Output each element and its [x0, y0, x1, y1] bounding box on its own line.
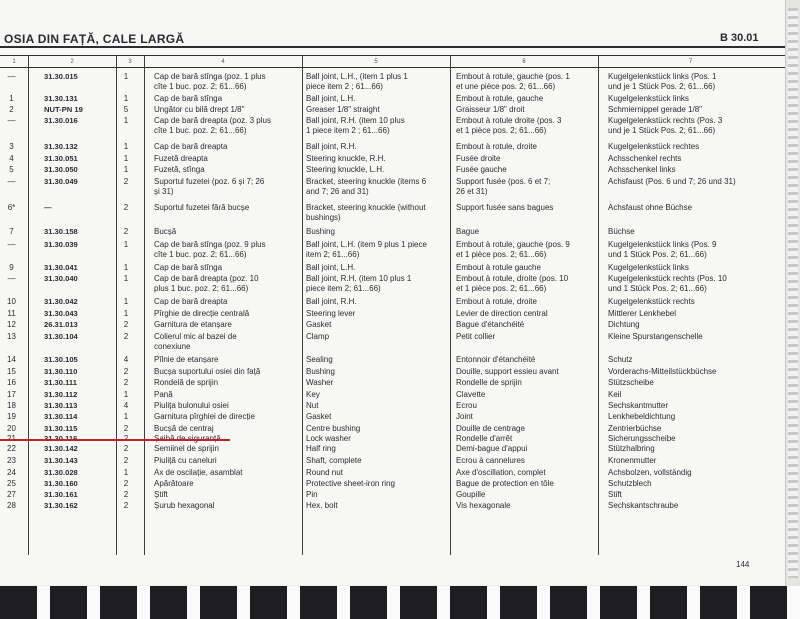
- quantity: 1: [123, 154, 129, 163]
- desc-english: Nut: [306, 401, 319, 410]
- desc-french: Entonnoir d'étanchéité: [456, 355, 536, 364]
- desc-english: Bushing: [306, 227, 335, 236]
- part-number: 31.30.114: [44, 412, 78, 421]
- desc-german: Sicherungsscheibe: [608, 434, 676, 443]
- row-number: 22: [7, 444, 16, 453]
- part-number: 31.30.049: [44, 177, 78, 186]
- row-number: 18: [7, 401, 16, 410]
- desc-english: Centre bushing: [306, 424, 361, 433]
- desc-german: Achsfaust (Pos. 6 und 7; 26 und 31): [608, 177, 736, 186]
- binding-strip: [0, 586, 800, 619]
- part-number: 31.30.132: [44, 142, 78, 151]
- quantity: 1: [123, 165, 129, 174]
- desc-english: Protective sheet-iron ring: [306, 479, 395, 488]
- column-divider: [598, 55, 599, 555]
- desc-english: Ball joint, L.H.: [306, 263, 356, 272]
- desc-english: Ball joint, R.H.: [306, 142, 357, 151]
- desc-french: Embout à rotule, droite: [456, 297, 537, 306]
- desc-german: Vorderachs-Mitteilstückbüchse: [608, 367, 717, 376]
- desc-french: Ecrou à cannelures: [456, 456, 525, 465]
- desc-english: Key: [306, 390, 320, 399]
- row-number: 15: [7, 367, 16, 376]
- desc-german: Kugelgelenkstück rechts (Pos. 3 und je 1 Stück Pos. 2; 61...66): [608, 116, 723, 135]
- desc-romanian: Bucșă de centraj: [154, 424, 214, 433]
- row-number: 25: [7, 479, 16, 488]
- desc-romanian: Știft: [154, 490, 168, 499]
- desc-german: Achsschenkel links: [608, 165, 676, 174]
- desc-english: Steering lever: [306, 309, 356, 318]
- quantity: 2: [123, 490, 129, 499]
- row-number: 28: [7, 501, 16, 510]
- quantity: 1: [123, 94, 129, 103]
- desc-romanian: Pîrghie de direcție centrală: [154, 309, 250, 318]
- column-divider: [116, 55, 117, 555]
- desc-german: Kronenmutter: [608, 456, 657, 465]
- desc-german: Stützscheibe: [608, 378, 654, 387]
- desc-french: Bague de protection en tôle: [456, 479, 554, 488]
- col-num-6: 6: [522, 59, 526, 65]
- desc-french: Joint: [456, 412, 473, 421]
- desc-german: Kugelgelenkstück links: [608, 263, 689, 272]
- desc-german: Kleine Spurstangenschelle: [608, 332, 703, 341]
- part-number: 31.30.050: [44, 165, 78, 174]
- desc-german: Schutz: [608, 355, 633, 364]
- desc-romanian: Cap de bară stînga (poz. 1 plus cîte 1 buc. poz. 2; 61...66): [154, 72, 266, 91]
- desc-french: Petit collier: [456, 332, 496, 341]
- desc-german: Mittlerer Lenkhebel: [608, 309, 677, 318]
- desc-romanian: Cap de bară stînga: [154, 263, 223, 272]
- row-number: 23: [7, 456, 16, 465]
- desc-french: Embout à rotule gauche: [456, 263, 541, 272]
- desc-romanian: Cap de bară dreapta (poz. 3 plus cîte 1 buc. poz. 2; 61...66): [154, 116, 271, 135]
- row-number: 14: [7, 355, 16, 364]
- desc-romanian: Garnitura de etanșare: [154, 320, 232, 329]
- desc-french: Bague d'étanchéité: [456, 320, 525, 329]
- desc-english: Round nut: [306, 468, 343, 477]
- part-number: 31.30.015: [44, 72, 78, 81]
- desc-romanian: Apărătoare: [154, 479, 194, 488]
- desc-german: Zentrierbüchse: [608, 424, 662, 433]
- part-number: 31.30.113: [44, 401, 78, 410]
- quantity: 1: [123, 142, 129, 151]
- desc-german: Kugelgelenkstück links (Pos. 9 und 1 Stück Pos. 2; 61...66): [608, 240, 717, 259]
- desc-english: Lock washer: [306, 434, 351, 443]
- column-divider: [302, 55, 303, 555]
- quantity: 2: [123, 424, 129, 433]
- red-underline-mark: [0, 439, 230, 441]
- row-number: 17: [7, 390, 16, 399]
- binding-edge: [785, 0, 800, 590]
- row-number: 7: [9, 227, 14, 236]
- desc-french: Embout à rotule, gauche: [456, 94, 544, 103]
- row-number: 4: [9, 154, 14, 163]
- quantity: 1: [123, 412, 129, 421]
- part-number: 31.30.160: [44, 479, 78, 488]
- quantity: 2: [123, 444, 129, 453]
- row-number: 16: [7, 378, 16, 387]
- part-number: 31.30.143: [44, 456, 78, 465]
- quantity: 1: [123, 240, 129, 249]
- quantity: 2: [123, 320, 129, 329]
- desc-german: Schmiernippel gerade 1/8": [608, 105, 703, 114]
- desc-french: Embout à rotule, droite: [456, 142, 537, 151]
- part-number: 31.30.142: [44, 444, 78, 453]
- desc-french: Graisseur 1/8" droit: [456, 105, 525, 114]
- part-number: 31.30.042: [44, 297, 78, 306]
- row-number: —: [7, 274, 16, 283]
- part-number: 31.30.016: [44, 116, 78, 125]
- desc-french: Ecrou: [456, 401, 477, 410]
- desc-romanian: Rondelă de sprijin: [154, 378, 219, 387]
- desc-english: Greaser 1/8" straight: [306, 105, 380, 114]
- desc-english: Ball joint, R.H. (item 10 plus 1 piece item 2; 61...66): [306, 274, 412, 293]
- header-rule: [0, 46, 785, 48]
- col-num-3: 3: [128, 59, 132, 65]
- quantity: 1: [123, 116, 129, 125]
- column-divider: [450, 55, 451, 555]
- desc-english: Gasket: [306, 320, 332, 329]
- desc-french: Fusée droite: [456, 154, 501, 163]
- desc-german: Büchse: [608, 227, 635, 236]
- desc-romanian: Cap de bară dreapta: [154, 142, 228, 151]
- col-num-4: 4: [221, 59, 225, 65]
- row-number: 9: [9, 263, 14, 272]
- part-number: 31.30.131: [44, 94, 78, 103]
- desc-romanian: Fuzetă, stînga: [154, 165, 205, 174]
- desc-english: Steering knuckle, R.H.: [306, 154, 386, 163]
- quantity: 1: [123, 263, 129, 272]
- desc-english: Ball joint, R.H.: [306, 297, 357, 306]
- desc-french: Embout à rotule, gauche (pos. 1 et une pièce pos. 2; 61...66): [456, 72, 570, 91]
- quantity: 2: [123, 227, 129, 236]
- part-number: 31.30.051: [44, 154, 78, 163]
- desc-romanian: Colierul mic al bazei de conexiune: [154, 332, 237, 351]
- quantity: 1: [123, 274, 129, 283]
- desc-romanian: Garnitura pîrghiei de direcție: [154, 412, 255, 421]
- quantity: 1: [123, 297, 129, 306]
- desc-romanian: Cap de bară dreapta (poz. 10 plus 1 buc. poz. 2; 61...66): [154, 274, 259, 293]
- col-num-5: 5: [374, 59, 378, 65]
- quantity: 1: [123, 468, 129, 477]
- row-number: 27: [7, 490, 16, 499]
- quantity: 5: [123, 105, 129, 114]
- desc-english: Ball joint, L.H. (item 9 plus 1 piece item 2; 61...66): [306, 240, 427, 259]
- desc-romanian: Bucșă: [154, 227, 177, 236]
- desc-romanian: Suportul fuzetei fără bucșe: [154, 203, 250, 212]
- page-number: 144: [736, 560, 750, 569]
- quantity: 2: [123, 367, 129, 376]
- row-number: 11: [7, 309, 16, 318]
- desc-english: Bracket, steering knuckle (without bushings): [306, 203, 426, 222]
- col-num-1: 1: [12, 59, 16, 65]
- part-number: 31.30.041: [44, 263, 78, 272]
- quantity: 1: [123, 72, 129, 81]
- page-title: OSIA DIN FAȚĂ, CALE LARGĂ: [4, 32, 185, 46]
- row-number: 6*: [7, 203, 16, 212]
- part-number: 31.30.104: [44, 332, 78, 341]
- desc-german: Sechskantschraube: [608, 501, 679, 510]
- desc-french: Rondelle de sprijin: [456, 378, 522, 387]
- part-number: —: [44, 203, 52, 212]
- part-number: 31.30.105: [44, 355, 78, 364]
- part-number: 31.30.028: [44, 468, 78, 477]
- desc-english: Shaft, complete: [306, 456, 362, 465]
- row-number: —: [7, 116, 16, 125]
- column-divider: [144, 55, 145, 555]
- desc-french: Support fusée sans bagues: [456, 203, 554, 212]
- desc-french: Douille, support essieu avant: [456, 367, 559, 376]
- desc-english: Half ring: [306, 444, 336, 453]
- desc-romanian: Cap de bară stînga (poz. 9 plus cîte 1 buc. poz. 2; 61...66): [154, 240, 266, 259]
- desc-french: Embout à rotule, droite (pos. 10 et 1 pièce pos. 2; 61...66): [456, 274, 569, 293]
- desc-romanian: Piulița bulonului osiei: [154, 401, 229, 410]
- desc-english: Clamp: [306, 332, 330, 341]
- desc-german: Stützhalbring: [608, 444, 655, 453]
- row-number: 3: [9, 142, 14, 151]
- desc-german: Lenkhebeldichtung: [608, 412, 676, 421]
- row-number: 24: [7, 468, 16, 477]
- desc-english: Pin: [306, 490, 318, 499]
- desc-french: Embout à rotule droite (pos. 3 et 1 pièce pos. 2; 61...66): [456, 116, 562, 135]
- desc-romanian: Cap de bară dreapta: [154, 297, 228, 306]
- quantity: 4: [123, 401, 129, 410]
- desc-romanian: Pîlnie de etanșare: [154, 355, 219, 364]
- desc-german: Achsbolzen, vollständig: [608, 468, 692, 477]
- desc-romanian: Ax de oscilație, asamblat: [154, 468, 243, 477]
- desc-french: Clavette: [456, 390, 486, 399]
- desc-french: Fusée gauche: [456, 165, 507, 174]
- row-number: 2: [9, 105, 14, 114]
- part-number: 31.30.040: [44, 274, 78, 283]
- row-number: 20: [7, 424, 16, 433]
- desc-romanian: Cap de bară stînga: [154, 94, 223, 103]
- desc-german: Achsschenkel rechts: [608, 154, 682, 163]
- quantity: 2: [123, 177, 129, 186]
- desc-german: Kugelgelenkstück links (Pos. 1 und je 1 Stück Pos. 2; 61...66): [608, 72, 717, 91]
- section-code: B 30.01: [720, 32, 759, 44]
- quantity: 1: [123, 309, 129, 318]
- part-number: 31.30.110: [44, 367, 78, 376]
- table-top-rule: [0, 55, 785, 56]
- desc-german: Achsfaust ohne Büchse: [608, 203, 693, 212]
- desc-romanian: Pană: [154, 390, 173, 399]
- desc-french: Vis hexagonale: [456, 501, 511, 510]
- quantity: 2: [123, 501, 129, 510]
- quantity: 2: [123, 378, 129, 387]
- row-number: 5: [9, 165, 14, 174]
- desc-french: Axe d'oscillation, complet: [456, 468, 546, 477]
- part-number: 31.30.043: [44, 309, 78, 318]
- col-num-2: 2: [70, 59, 74, 65]
- desc-romanian: Bucșa suportului osiei din față: [154, 367, 261, 376]
- desc-french: Demi-bague d'appui: [456, 444, 528, 453]
- desc-romanian: Ungător cu bilă drept 1/8": [154, 105, 245, 114]
- desc-german: Keil: [608, 390, 622, 399]
- desc-english: Ball joint, L.H., (item 1 plus 1 piece item 2 ; 61...66): [306, 72, 408, 91]
- row-number: —: [7, 240, 16, 249]
- desc-french: Support fusée (pos. 6 et 7; 26 et 31): [456, 177, 551, 196]
- quantity: 2: [123, 203, 129, 212]
- quantity: 2: [123, 332, 129, 341]
- desc-french: Bague: [456, 227, 480, 236]
- desc-german: Stift: [608, 490, 622, 499]
- desc-french: Rondelle d'arrêt: [456, 434, 513, 443]
- row-number: —: [7, 72, 16, 81]
- desc-english: Gasket: [306, 412, 332, 421]
- part-number: 31.30.161: [44, 490, 78, 499]
- part-number: 31.30.162: [44, 501, 78, 510]
- desc-german: Schutzblech: [608, 479, 652, 488]
- part-number: 31.30.115: [44, 424, 78, 433]
- desc-english: Ball joint, R.H. (item 10 plus 1 piece item 2 ; 61...66): [306, 116, 405, 135]
- row-number: 13: [7, 332, 16, 341]
- row-number: 12: [7, 320, 16, 329]
- desc-french: Goupille: [456, 490, 486, 499]
- column-divider: [28, 55, 29, 555]
- desc-romanian: Piuliță cu caneluri: [154, 456, 217, 465]
- desc-english: Washer: [306, 378, 334, 387]
- desc-english: Bracket, steering knuckle (items 6 and 7; 26 and 31): [306, 177, 427, 196]
- part-number: NUT-PN 19: [44, 105, 83, 114]
- desc-romanian: Șurub hexagonal: [154, 501, 215, 510]
- part-number: 31.30.111: [44, 378, 77, 387]
- desc-english: Ball joint, L.H.: [306, 94, 356, 103]
- desc-french: Douille de centrage: [456, 424, 525, 433]
- desc-english: Sealing: [306, 355, 333, 364]
- row-number: 1: [9, 94, 14, 103]
- col-num-7: 7: [688, 59, 693, 65]
- desc-french: Embout à rotule, gauche (pos. 9 et 1 pièce pos. 2; 61...66): [456, 240, 570, 259]
- desc-german: Kugelgelenkstück rechts (Pos. 10 und 1 Stück Pos. 2; 61...66): [608, 274, 727, 293]
- desc-romanian: Semiinel de sprijin: [154, 444, 219, 453]
- desc-french: Levier de direction central: [456, 309, 548, 318]
- row-number: 19: [7, 412, 16, 421]
- part-number: 31.30.039: [44, 240, 78, 249]
- desc-romanian: Fuzetă dreapta: [154, 154, 208, 163]
- desc-german: Kugelgelenkstück links: [608, 94, 689, 103]
- quantity: 2: [123, 479, 129, 488]
- desc-german: Sechskantmutter: [608, 401, 669, 410]
- part-number: 31.30.158: [44, 227, 78, 236]
- desc-english: Hex. bolt: [306, 501, 338, 510]
- desc-german: Kugelgelenkstück rechtes: [608, 142, 700, 151]
- desc-german: Dichtung: [608, 320, 640, 329]
- desc-romanian: Suportul fuzetei (poz. 6 și 7; 26 și 31): [154, 177, 265, 196]
- part-number: 31.30.112: [44, 390, 78, 399]
- quantity: 1: [123, 390, 129, 399]
- desc-english: Bushing: [306, 367, 335, 376]
- part-number: 26.31.013: [44, 320, 78, 329]
- row-number: —: [7, 177, 16, 186]
- desc-english: Steering knuckle, L.H.: [306, 165, 385, 174]
- quantity: 2: [123, 456, 129, 465]
- row-number: 10: [7, 297, 16, 306]
- desc-german: Kugelgelenkstück rechts: [608, 297, 695, 306]
- quantity: 4: [123, 355, 129, 364]
